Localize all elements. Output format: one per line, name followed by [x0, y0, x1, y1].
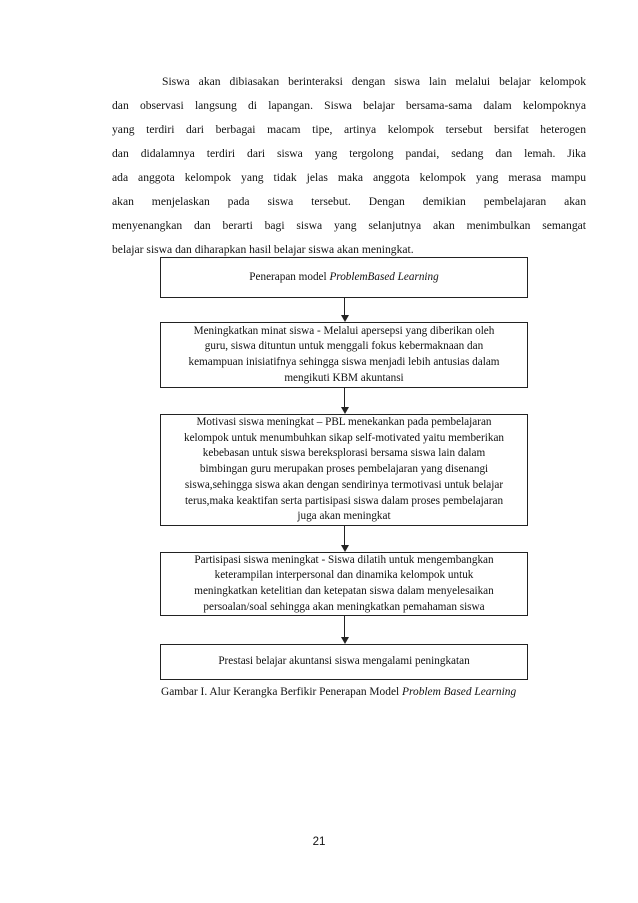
box-text: [249, 270, 438, 286]
paragraph-line: yang terdiri dari berbagai macam tipe, artinya kelompok tersebut bersifat heterogen: [112, 123, 586, 136]
flow-arrow-line: [344, 388, 345, 407]
box-line: kemampuan inisiatifnya sehingga siswa menjadi lebih antusias dalam: [188, 356, 500, 368]
box-line: persoalan/soal sehingga akan meningkatkan pemahaman siswa: [203, 600, 485, 613]
flow-arrow-line: [344, 526, 345, 545]
arrow-down-icon: [341, 407, 349, 414]
box-line: Meningkatkan minat siswa - Melalui apersepsi yang diberikan oleh: [193, 324, 495, 337]
figure-caption: [161, 686, 516, 698]
flow-box-partisipasi: [160, 552, 528, 616]
flow-arrow-line: [344, 298, 345, 315]
box-text: Prestasi belajar akuntansi siswa mengalami peningkatan: [218, 655, 470, 668]
box-line: keterampilan interpersonal dan dinamika kelompok untuk: [214, 569, 474, 582]
box-line: kelompok untuk menumbuhkan sikap self-motivated yaitu memberikan: [183, 431, 505, 444]
box-line: Partisipasi siswa meningkat - Siswa dilatih untuk mengembangkan: [194, 553, 494, 566]
box-line: kebebasan untuk siswa bereksplorasi bersama siswa lain dalam: [202, 447, 486, 460]
paragraph-line: belajar siswa dan diharapkan hasil belajar siswa akan meningkat.: [112, 243, 414, 256]
arrow-down-icon: [341, 637, 349, 644]
arrow-down-icon: [341, 315, 349, 322]
paragraph-line: dan didalamnya terdiri dari siswa yang tergolong pandai, sedang dan lemah. Jika: [112, 147, 586, 160]
arrow-down-icon: [341, 545, 349, 552]
box-line: guru, siswa dituntun untuk menggali fokus kebermaknaan dan: [204, 340, 484, 353]
box-text-prefix: Penerapan model: [249, 270, 330, 283]
box-line: juga akan meningkat: [297, 510, 391, 523]
body-paragraph: [112, 70, 586, 262]
box-line: mengikuti KBM akuntansi: [284, 371, 404, 384]
paragraph-line: dan observasi langsung di lapangan. Siswa belajar bersama-sama dalam kelompoknya: [112, 99, 586, 112]
paragraph-line: Siswa akan dibiasakan berinteraksi dengan siswa lain melalui belajar kelompok: [162, 75, 586, 88]
paragraph-line: menyenangkan dan berarti bagi siswa yang selanjutnya akan menimbulkan semangat: [112, 219, 586, 232]
paragraph-line: akan menjelaskan pada siswa tersebut. Dengan demikian pembelajaran akan: [112, 195, 586, 208]
flow-box-minat: [160, 322, 528, 388]
caption-italic: Problem Based Learning: [402, 686, 517, 698]
box-line: meningkatkan ketelitian dan ketepatan siswa dalam menyelesaikan: [194, 585, 494, 597]
page-number: 21: [312, 836, 326, 848]
flow-box-pbl-model: [160, 257, 528, 298]
paragraph-line: ada anggota kelompok yang tidak jelas maka anggota kelompok yang merasa mampu: [112, 171, 586, 184]
box-line: Motivasi siswa meningkat – PBL menekankan pada pembelajaran: [196, 416, 492, 429]
flow-box-motivasi: [160, 414, 528, 526]
box-line: bimbingan guru merupakan proses pembelajaran yang disenangi: [199, 463, 489, 476]
box-line: siswa,sehingga siswa akan dengan sendirinya termotivasi untuk belajar: [184, 478, 504, 491]
flow-arrow-line: [344, 616, 345, 637]
caption-prefix: Gambar I. Alur Kerangka Berfikir Penerapan Model: [161, 686, 403, 698]
flow-box-prestasi: [160, 644, 528, 680]
box-line: terus,maka keaktifan serta partisipasi siswa dalam proses pembelajaran: [184, 494, 504, 507]
box-text-italic: ProblemBased Learning: [329, 270, 439, 283]
